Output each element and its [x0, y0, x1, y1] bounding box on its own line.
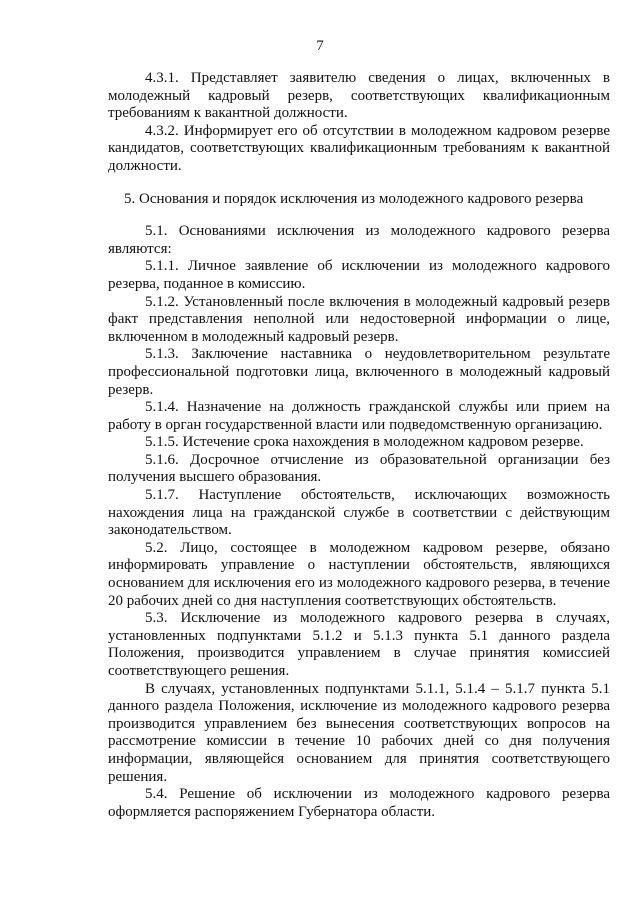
- paragraph-5-2: 5.2. Лицо, состоящее в молодежном кадровом резерве, обязано информировать управление о наступлении обстоятельств, являющихся основанием для исключения его из молодежного кадрового резерва, в течение 20 рабочих дней со дня наступления соответствующих обстоятельств.: [108, 539, 610, 609]
- paragraph-5-3: 5.3. Исключение из молодежного кадрового резерва в случаях, установленных подпунктами 5.1.2 и 5.1.3 пункта 5.1 данного раздела Положения, производится управлением в случае принятия комиссией соответствующего решения.: [108, 610, 610, 679]
- paragraph-5-1: 5.1. Основаниями исключения из молодежного кадрового резерва являются:: [108, 223, 610, 257]
- document-body: [108, 70, 610, 821]
- paragraph-5-1-4: 5.1.4. Назначение на должность гражданской службы или прием на работу в орган государственной власти или подведомственную организацию.: [108, 399, 610, 433]
- page-number: 7: [316, 38, 324, 54]
- paragraph-5-1-6: 5.1.6. Досрочное отчисление из образовательной организации без получения высшего образования.: [108, 451, 610, 486]
- paragraph-5-1-5: 5.1.5. Истечение срока нахождения в молодежном кадровом резерве.: [145, 434, 584, 451]
- paragraph-5-3-cases: В случаях, установленных подпунктами 5.1.1, 5.1.4 – 5.1.7 пункта 5.1 данного раздела Положения, исключение из молодежного кадрового резерва производится управлением без вынесения соответствующих вопросов на рассмотрение комиссии в течение 10 рабочих дней со дня получения информации, являющейся основанием для принятия соответствующего решения.: [108, 680, 610, 785]
- paragraph-5-1-2: 5.1.2. Установленный после включения в молодежный кадровый резерв факт представления неполной или недостоверной информации о лице, включенном в молодежный кадровый резерв.: [108, 293, 610, 345]
- paragraph-5-1-3: 5.1.3. Заключение наставника о неудовлетворительном результате профессиональной подготовки лица, включенного в молодежный кадровый резерв.: [108, 346, 610, 398]
- paragraph-5-1-1: 5.1.1. Личное заявление об исключении из молодежного кадрового резерва, поданное в комиссию.: [108, 258, 610, 292]
- paragraph-5-1-7: 5.1.7. Наступление обстоятельств, исключающих возможность нахождения лица на гражданской службе в соответствии с действующим законодательством.: [108, 487, 610, 539]
- paragraph-5-4: 5.4. Решение об исключении из молодежного кадрового резерва оформляется распоряжением Губернатора области.: [108, 786, 610, 820]
- paragraph-4-3-2: 4.3.2. Информирует его об отсутствии в молодежном кадровом резерве кандидатов, соответствующих квалификационным требованиям к вакантной должности.: [108, 122, 610, 174]
- section-5-heading: 5. Основания и порядок исключения из молодежного кадрового резерва: [124, 190, 584, 207]
- paragraph-4-3-1: 4.3.1. Представляет заявителю сведения о лицах, включенных в молодежный кадровый резерв, соответствующих квалификационным требованиям к вакантной должности.: [108, 70, 610, 122]
